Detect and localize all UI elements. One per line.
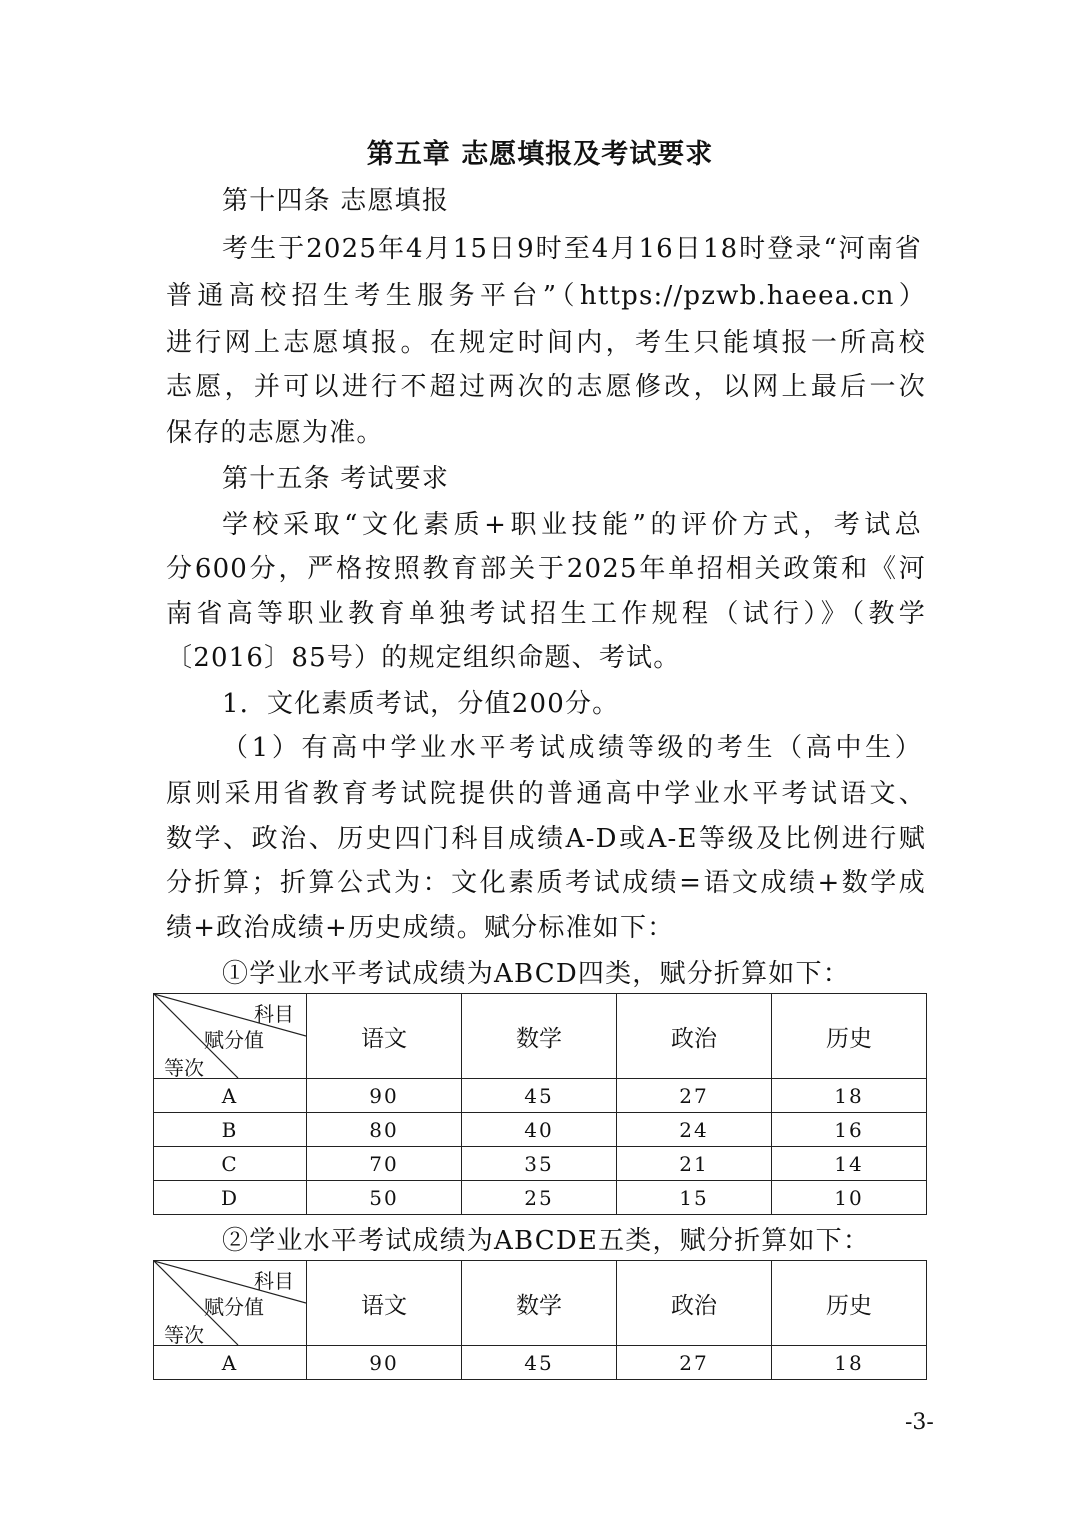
score-cell: 90 [307,1079,462,1113]
table-1-caption: ①学业水平考试成绩为ABCD四类，赋分折算如下： [222,959,850,989]
paragraph-line: 分折算；折算公式为：文化素质考试成绩=语文成绩+数学成 [166,868,926,898]
paragraph-line: 数学、政治、历史四门科目成绩A-D或A-E等级及比例进行赋 [166,824,926,854]
score-cell: 80 [307,1113,462,1147]
score-table-abcde [153,1260,927,1380]
article-14-heading: 第十四条 志愿填报 [222,186,450,216]
paragraph-line: 进行网上志愿填报。在规定时间内，考生只能填报一所高校 [166,328,926,358]
subject-header: 历史 [772,1261,927,1346]
paragraph-line: 学校采取“文化素质+职业技能”的评价方式，考试总 [222,510,922,540]
grade-cell: A [154,1079,307,1113]
table-row [154,1147,927,1181]
subject-header: 语文 [307,994,462,1079]
paragraph-line: 保存的志愿为准。 [166,418,384,448]
subject-header: 政治 [617,1261,772,1346]
corner-score-label: 赋分值 [204,1028,264,1052]
grade-cell: D [154,1181,307,1215]
corner-header-cell [154,994,307,1079]
score-cell: 90 [307,1346,462,1380]
corner-score-label: 赋分值 [204,1295,264,1319]
subject-header: 数学 [462,994,617,1079]
page-number: -3- [905,1410,934,1435]
score-cell: 27 [617,1346,772,1380]
score-cell: 18 [772,1079,927,1113]
score-cell: 40 [462,1113,617,1147]
table-header-row [154,994,927,1079]
score-cell: 24 [617,1113,772,1147]
paragraph-line: 原则采用省教育考试院提供的普通高中学业水平考试语文、 [166,779,926,809]
corner-header-cell [154,1261,307,1346]
score-cell: 27 [617,1079,772,1113]
score-cell: 18 [772,1346,927,1380]
paragraph-line: 〔2016〕85号）的规定组织命题、考试。 [166,643,681,673]
paragraph-line: 绩+政治成绩+历史成绩。赋分标准如下： [166,913,675,943]
paragraph-line: 普通高校招生考生服务平台”（https://pzwb.haeea.cn） [166,281,926,311]
score-cell: 25 [462,1181,617,1215]
subject-header: 语文 [307,1261,462,1346]
table-row [154,1346,927,1380]
grade-cell: C [154,1147,307,1181]
subject-header: 历史 [772,994,927,1079]
corner-grade-label: 等次 [164,1323,204,1347]
table-row [154,1113,927,1147]
score-cell: 45 [462,1079,617,1113]
item-1-heading: 1．文化素质考试，分值200分。 [222,689,620,719]
score-cell: 45 [462,1346,617,1380]
corner-subject-label: 科目 [254,1002,294,1026]
paragraph-line: （1）有高中学业水平考试成绩等级的考生（高中生） [222,733,922,763]
chapter-title: 第五章 志愿填报及考试要求 [366,139,714,170]
score-cell: 15 [617,1181,772,1215]
corner-subject-label: 科目 [254,1269,294,1293]
score-cell: 14 [772,1147,927,1181]
subject-header: 数学 [462,1261,617,1346]
score-table-abcd [153,993,927,1215]
score-cell: 50 [307,1181,462,1215]
grade-cell: B [154,1113,307,1147]
score-cell: 16 [772,1113,927,1147]
paragraph-line: 考生于2025年4月15日9时至4月16日18时登录“河南省 [222,234,922,264]
article-15-heading: 第十五条 考试要求 [222,464,450,494]
table-2-caption: ②学业水平考试成绩为ABCDE五类，赋分折算如下： [222,1226,871,1256]
paragraph-line: 分600分，严格按照教育部关于2025年单招相关政策和《河 [166,554,926,584]
grade-cell: A [154,1346,307,1380]
subject-header: 政治 [617,994,772,1079]
paragraph-line: 志愿，并可以进行不超过两次的志愿修改，以网上最后一次 [166,372,926,402]
score-cell: 10 [772,1181,927,1215]
corner-grade-label: 等次 [164,1056,204,1080]
table-row [154,1079,927,1113]
table-row [154,1181,927,1215]
score-cell: 35 [462,1147,617,1181]
paragraph-line: 南省高等职业教育单独考试招生工作规程（试行）》（教学 [166,599,926,629]
score-cell: 70 [307,1147,462,1181]
score-cell: 21 [617,1147,772,1181]
table-header-row [154,1261,927,1346]
